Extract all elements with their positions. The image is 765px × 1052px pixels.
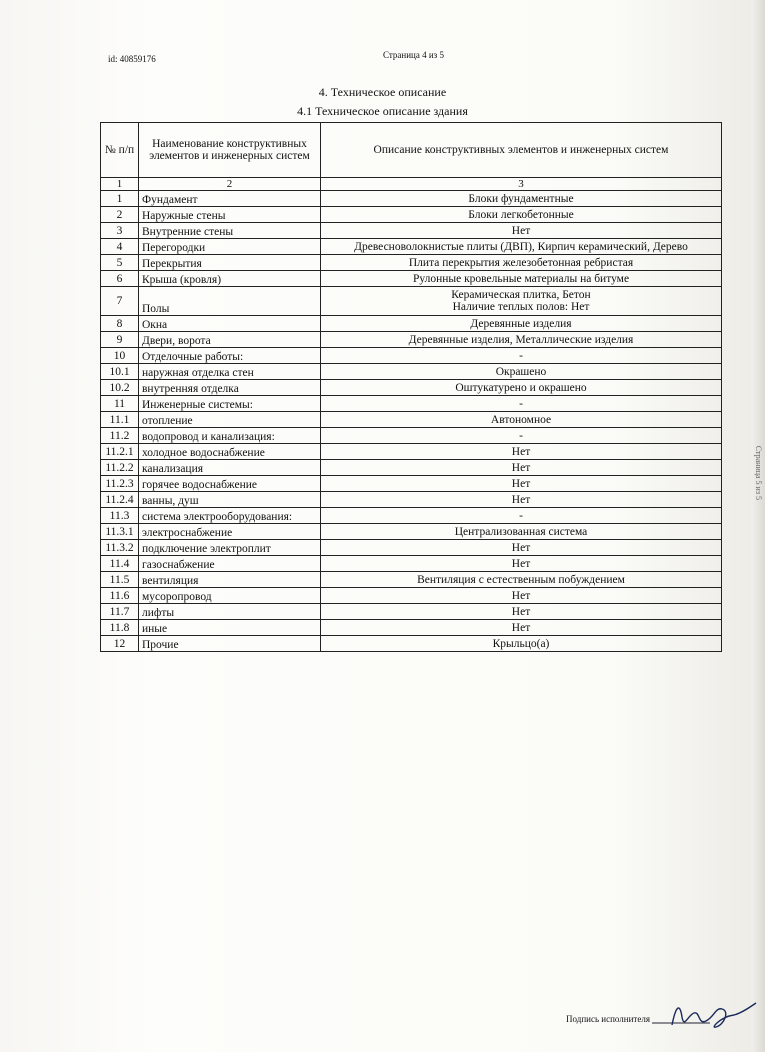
element-name: Внутренние стены [139, 223, 321, 239]
table-row [101, 460, 722, 476]
element-description: - [321, 396, 722, 412]
element-name: Отделочные работы: [139, 348, 321, 364]
table-row [101, 412, 722, 428]
table-row [101, 239, 722, 255]
section-title: 4. Техническое описание [318, 85, 447, 99]
element-name: Окна [139, 316, 321, 332]
row-number: 11.2 [101, 428, 139, 444]
row-number: 11.2.1 [101, 444, 139, 460]
table-row [101, 556, 722, 572]
table-row [101, 444, 722, 460]
signature-label: Подпись исполнителя [566, 1014, 650, 1024]
element-description: Нет [321, 540, 722, 556]
row-number: 11.4 [101, 556, 139, 572]
element-name: Перегородки [139, 239, 321, 255]
table-row [101, 396, 722, 412]
subsection-title: 4.1 Техническое описание здания [297, 104, 468, 118]
row-number: 11.3.1 [101, 524, 139, 540]
element-name: газоснабжение [139, 556, 321, 572]
element-name: внутренняя отделка [139, 380, 321, 396]
header-description: Описание конструктивных элементов и инженерных систем [321, 123, 722, 178]
element-description: Вентиляция с естественным побуждением [321, 572, 722, 588]
element-description: Крыльцо(а) [321, 636, 722, 652]
element-name: иные [139, 620, 321, 636]
column-number: 1 [101, 178, 139, 191]
row-number: 11.5 [101, 572, 139, 588]
row-number: 11.2.4 [101, 492, 139, 508]
row-number: 8 [101, 316, 139, 332]
row-number: 1 [101, 191, 139, 207]
element-name: лифты [139, 604, 321, 620]
table-row [101, 332, 722, 348]
element-description: Окрашено [321, 364, 722, 380]
description-line: Керамическая плитка, Бетон [451, 289, 591, 301]
element-description: Нет [321, 223, 722, 239]
element-name: водопровод и канализация: [139, 428, 321, 444]
table-row [101, 255, 722, 271]
element-name: электроснабжение [139, 524, 321, 540]
description-line: Наличие теплых полов: Нет [452, 301, 590, 313]
element-name: Фундамент [139, 191, 321, 207]
table-row [101, 604, 722, 620]
row-number: 11.2.3 [101, 476, 139, 492]
column-number: 3 [321, 178, 722, 191]
element-description: Оштукатурено и окрашено [321, 380, 722, 396]
table-header-row [101, 123, 722, 178]
element-name: Двери, ворота [139, 332, 321, 348]
row-number: 2 [101, 207, 139, 223]
table-row [101, 223, 722, 239]
element-description: - [321, 348, 722, 364]
element-name: канализация [139, 460, 321, 476]
column-number: 2 [139, 178, 321, 191]
column-number-row [101, 178, 722, 191]
element-name: Перекрытия [139, 255, 321, 271]
table-row [101, 620, 722, 636]
element-name: мусоропровод [139, 588, 321, 604]
row-number: 10.1 [101, 364, 139, 380]
row-number: 11.6 [101, 588, 139, 604]
table-row [101, 540, 722, 556]
element-name: холодное водоснабжение [139, 444, 321, 460]
table-row [101, 508, 722, 524]
row-number: 4 [101, 239, 139, 255]
table-row [101, 492, 722, 508]
table-row [101, 364, 722, 380]
element-name: система электрооборудования: [139, 508, 321, 524]
header-number: № п/п [101, 123, 139, 178]
row-number: 10.2 [101, 380, 139, 396]
element-name: Крыша (кровля) [139, 271, 321, 287]
side-page-note: Страница 5 из 5 [754, 445, 763, 500]
table-row [101, 191, 722, 207]
element-name: Инженерные системы: [139, 396, 321, 412]
element-name: Полы [139, 287, 321, 316]
element-name: ванны, душ [139, 492, 321, 508]
document-id: id: 40859176 [108, 54, 156, 64]
element-description [321, 287, 722, 316]
row-number: 11.3 [101, 508, 139, 524]
row-number: 11.2.2 [101, 460, 139, 476]
table-row [101, 572, 722, 588]
table-row [101, 524, 722, 540]
element-description: Автономное [321, 412, 722, 428]
element-description: Нет [321, 476, 722, 492]
element-description: - [321, 428, 722, 444]
row-number: 9 [101, 332, 139, 348]
row-number: 11.8 [101, 620, 139, 636]
element-description: Плита перекрытия железобетонная ребристая [321, 255, 722, 271]
page-edge-shadow [751, 0, 765, 1052]
row-number: 11 [101, 396, 139, 412]
row-number: 6 [101, 271, 139, 287]
row-number: 11.7 [101, 604, 139, 620]
table-row [101, 271, 722, 287]
signature-image [650, 995, 760, 1035]
element-description: Централизованная система [321, 524, 722, 540]
table-row [101, 316, 722, 332]
table-row [101, 428, 722, 444]
element-description: Деревянные изделия [321, 316, 722, 332]
element-description: Деревянные изделия, Металлические изделия [321, 332, 722, 348]
table-row [101, 636, 722, 652]
element-name: Прочие [139, 636, 321, 652]
element-name: горячее водоснабжение [139, 476, 321, 492]
element-description: Нет [321, 588, 722, 604]
row-number: 11.1 [101, 412, 139, 428]
header-element-name: Наименование конструктивных элементов и инженерных систем [139, 123, 321, 178]
row-number: 7 [101, 287, 139, 316]
row-number: 3 [101, 223, 139, 239]
element-description: Рулонные кровельные материалы на битуме [321, 271, 722, 287]
element-description: Нет [321, 556, 722, 572]
element-name: Наружные стены [139, 207, 321, 223]
element-name: отопление [139, 412, 321, 428]
element-name: наружная отделка стен [139, 364, 321, 380]
table-row [101, 476, 722, 492]
element-name: подключение электроплит [139, 540, 321, 556]
row-number: 12 [101, 636, 139, 652]
page-number: Страница 4 из 5 [383, 50, 444, 60]
element-description: Блоки фундаментные [321, 191, 722, 207]
table-row [101, 287, 722, 316]
element-description: Блоки легкобетонные [321, 207, 722, 223]
element-description: Древесноволокнистые плиты (ДВП), Кирпич керамический, Дерево [321, 239, 722, 255]
row-number: 11.3.2 [101, 540, 139, 556]
element-description: - [321, 508, 722, 524]
element-description: Нет [321, 620, 722, 636]
table-row [101, 380, 722, 396]
row-number: 5 [101, 255, 139, 271]
element-description: Нет [321, 492, 722, 508]
element-description: Нет [321, 444, 722, 460]
technical-description-table [100, 122, 722, 652]
table-row [101, 588, 722, 604]
row-number: 10 [101, 348, 139, 364]
element-description: Нет [321, 460, 722, 476]
element-name: вентиляция [139, 572, 321, 588]
table-row [101, 348, 722, 364]
table-row [101, 207, 722, 223]
element-description: Нет [321, 604, 722, 620]
